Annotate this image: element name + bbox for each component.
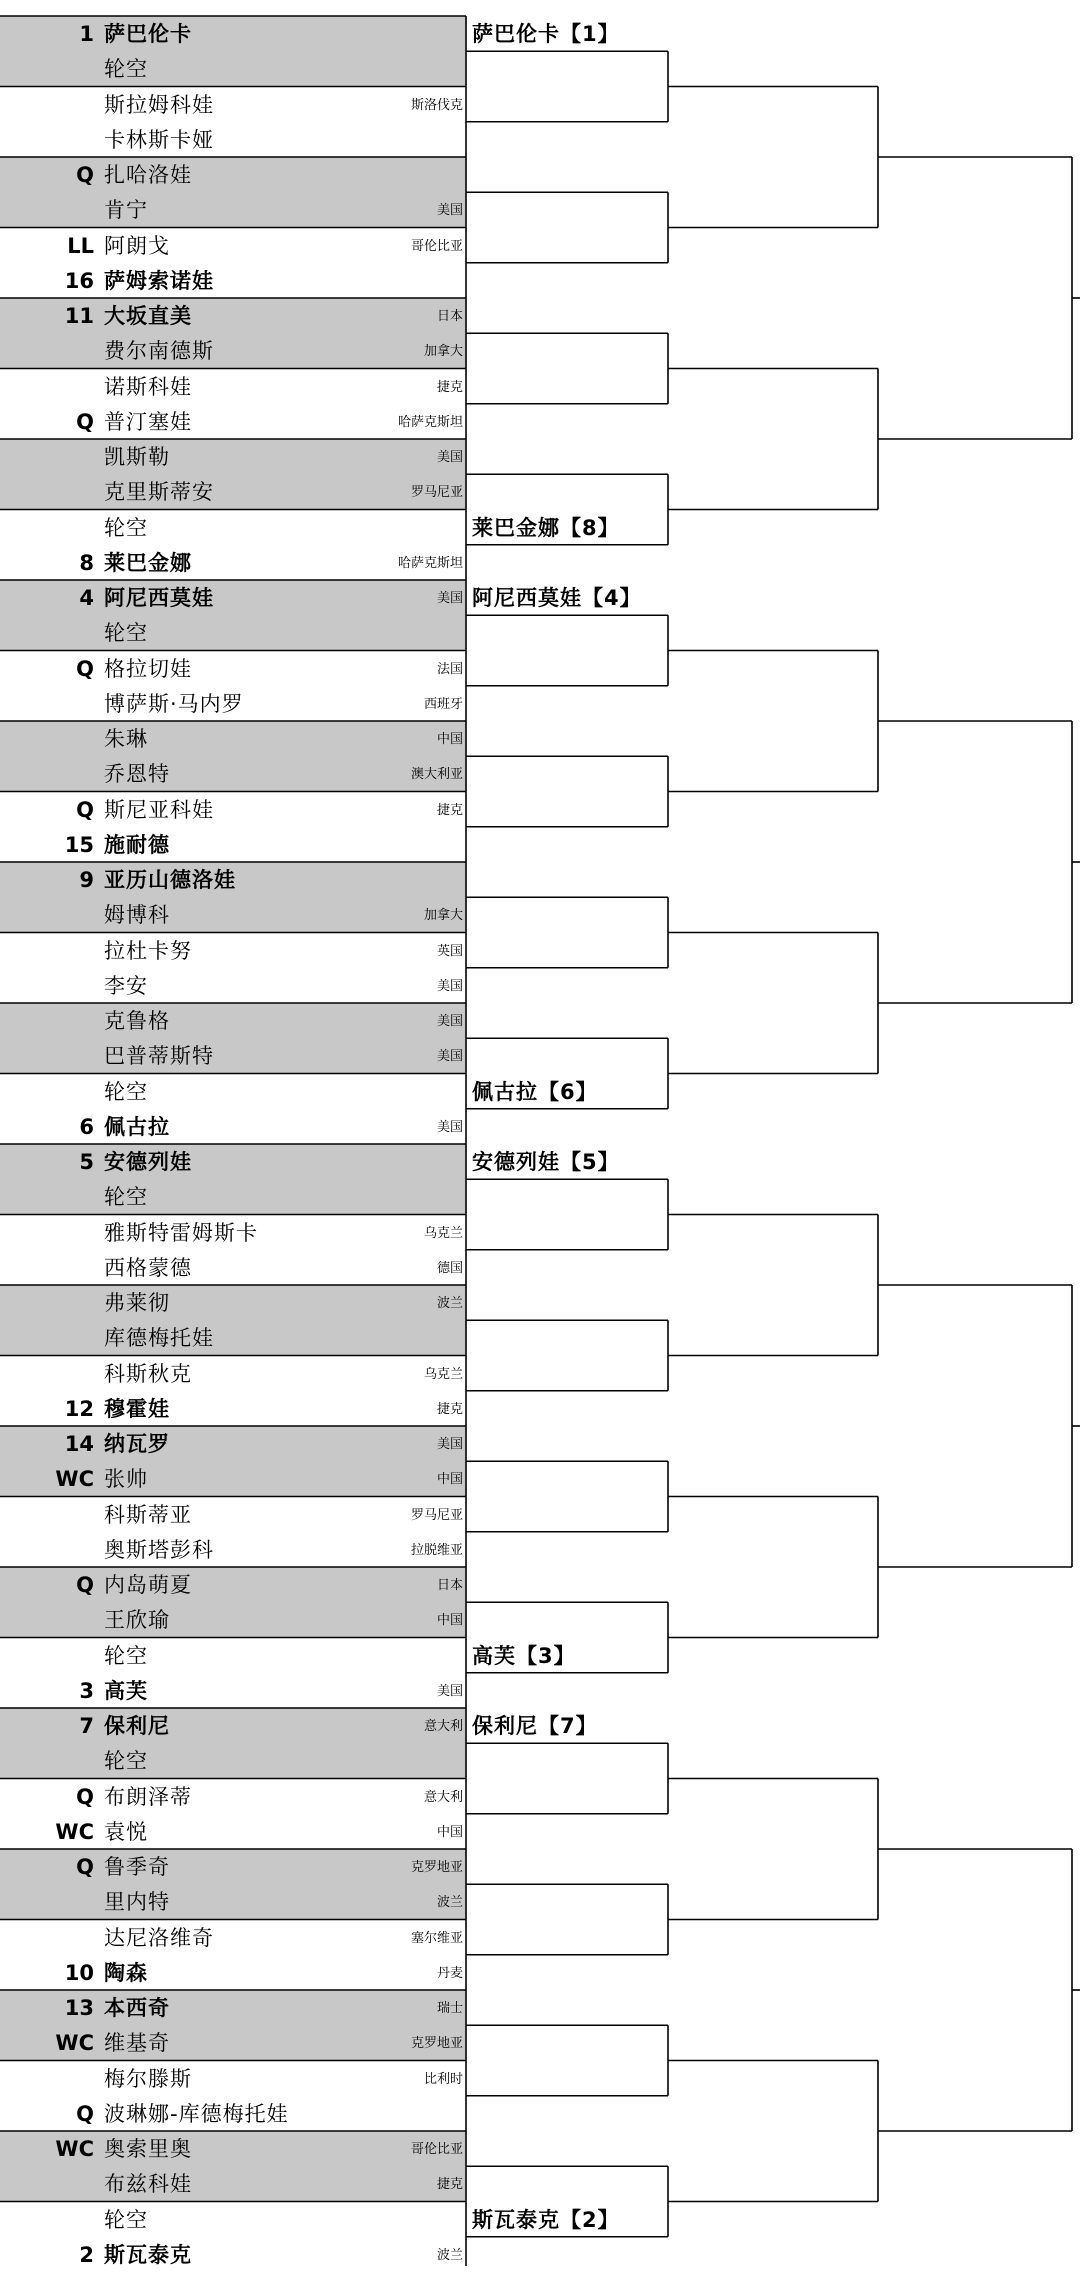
draw-entry (0, 1356, 466, 1391)
entry-player-name: 袁悦 (104, 1819, 148, 1844)
entry-seed: 3 (79, 1678, 94, 1703)
entry-player-name: 轮空 (104, 1079, 148, 1104)
entry-player-name: 布兹科娃 (104, 2172, 192, 2197)
entry-country: 罗马尼亚 (410, 1507, 463, 1523)
entry-seed: Q (76, 1573, 94, 1597)
entry-seed: 5 (79, 1150, 94, 1174)
entry-seed: 14 (64, 1432, 94, 1456)
entry-player-name: 轮空 (104, 621, 148, 646)
entry-country: 日本 (436, 309, 463, 324)
entry-country: 捷克 (436, 802, 463, 818)
entry-player-name: 大坂直美 (104, 304, 192, 328)
entry-country: 捷克 (436, 379, 463, 395)
entry-country: 意大利 (423, 1719, 463, 1734)
entry-country: 罗马尼亚 (410, 485, 463, 501)
entry-player-name: 克里斯蒂安 (104, 480, 214, 505)
entry-player-name: 巴普蒂斯特 (104, 1044, 214, 1069)
draw-entry (0, 1743, 466, 1778)
draw-entry (0, 1602, 466, 1637)
entry-player-name: 内岛萌夏 (104, 1573, 192, 1597)
entry-player-name: 肯宁 (104, 198, 148, 223)
entry-player-name: 博萨斯·马内罗 (104, 691, 244, 716)
entry-country: 比利时 (423, 2071, 463, 2087)
entry-seed: Q (76, 409, 94, 434)
entry-seed: 9 (79, 868, 94, 892)
entry-country: 丹麦 (436, 1965, 463, 1981)
entry-seed: WC (55, 1467, 94, 1492)
entry-country: 哈萨克斯坦 (397, 414, 463, 430)
entry-player-name: 格拉切娃 (104, 656, 192, 681)
entry-player-name: 达尼洛维奇 (104, 1925, 214, 1950)
draw-entry (0, 1990, 466, 2025)
draw-entry (0, 1673, 466, 1708)
entry-player-name: 库德梅托娃 (104, 1326, 214, 1351)
draw-entry (0, 1461, 466, 1496)
draw-entry (0, 756, 466, 791)
draw-entry (0, 792, 466, 827)
entry-country: 斯洛伐克 (410, 97, 463, 113)
entry-seed: LL (67, 233, 94, 258)
draw-entry (0, 1849, 466, 1884)
draw-entry (0, 2237, 466, 2272)
entry-seed: 15 (64, 832, 94, 857)
entry-country: 哈萨克斯坦 (397, 555, 463, 571)
draw-entry (0, 1814, 466, 1849)
draw-entry (0, 1708, 466, 1743)
entry-country: 波兰 (436, 2247, 463, 2263)
entry-seed: 13 (64, 1996, 94, 2020)
draw-entry (0, 1779, 466, 1814)
draw-entry (0, 228, 466, 263)
draw-entry (0, 122, 466, 157)
entry-player-name: 轮空 (104, 515, 148, 540)
draw-entry (0, 1074, 466, 1109)
draw-entry (0, 474, 466, 509)
entry-player-name: 乔恩特 (104, 762, 170, 787)
entry-player-name: 斯瓦泰克 (104, 2242, 192, 2267)
draw-entry (0, 2202, 466, 2237)
entry-player-name: 鲁季奇 (104, 1855, 170, 1879)
draw-entry (0, 1038, 466, 1073)
entry-player-name: 奥索里奥 (104, 2137, 192, 2161)
entry-country: 日本 (436, 1578, 463, 1593)
entry-country: 加拿大 (423, 908, 463, 924)
entry-country: 瑞士 (436, 2001, 463, 2016)
entry-player-name: 本西奇 (104, 1996, 170, 2020)
draw-entry (0, 827, 466, 862)
draw-entry (0, 263, 466, 298)
entry-country: 西班牙 (423, 696, 463, 712)
entry-country: 意大利 (423, 1789, 463, 1805)
entry-player-name: 凯斯勒 (104, 445, 170, 469)
entry-seed: Q (76, 1855, 94, 1879)
entry-player-name: 布朗泽蒂 (104, 1784, 192, 1809)
entry-seed: WC (55, 2031, 94, 2056)
draw-entry (0, 298, 466, 333)
draw-entry (0, 862, 466, 897)
entry-player-name: 西格蒙德 (104, 1255, 192, 1280)
draw-entry (0, 369, 466, 404)
draw-entry (0, 933, 466, 968)
draw-entry (0, 1497, 466, 1532)
round2-winner-label: 萨巴伦卡【1】 (472, 22, 620, 46)
entry-player-name: 普汀塞娃 (104, 409, 192, 434)
entry-country: 哥伦比亚 (410, 2142, 463, 2157)
entry-player-name: 雅斯特雷姆斯卡 (104, 1220, 258, 1245)
entry-player-name: 梅尔滕斯 (104, 2066, 192, 2091)
entry-player-name: 朱琳 (104, 727, 148, 751)
entry-player-name: 卡林斯卡娅 (104, 127, 214, 152)
round2-winner-label: 阿尼西莫娃【4】 (472, 586, 642, 610)
entry-player-name: 轮空 (104, 57, 148, 82)
entry-player-name: 拉杜卡努 (104, 938, 192, 963)
draw-entry (0, 1567, 466, 1602)
round2-winner-label: 保利尼【7】 (472, 1714, 598, 1738)
entry-player-name: 轮空 (104, 1643, 148, 1668)
entry-country: 捷克 (436, 1401, 463, 1417)
entry-seed: Q (76, 2101, 94, 2126)
draw-entry (0, 157, 466, 192)
entry-country: 克罗地亚 (410, 2036, 463, 2052)
draw-entry (0, 545, 466, 580)
entry-country: 美国 (436, 1049, 463, 1065)
draw-entry (0, 510, 466, 545)
entry-player-name: 安德列娃 (104, 1150, 192, 1174)
entry-player-name: 克鲁格 (104, 1009, 170, 1033)
entry-seed: Q (76, 656, 94, 681)
entry-country: 美国 (436, 203, 463, 219)
entry-player-name: 科斯秋克 (104, 1361, 192, 1386)
entry-player-name: 萨巴伦卡 (104, 22, 192, 46)
entry-player-name: 陶森 (104, 1960, 148, 1985)
entry-player-name: 姆博科 (104, 903, 170, 928)
entry-player-name: 施耐德 (104, 832, 170, 857)
draw-entry (0, 1320, 466, 1355)
entry-country: 澳大利亚 (410, 767, 463, 783)
entry-player-name: 奥斯塔彭科 (104, 1537, 214, 1562)
entry-country: 中国 (436, 1613, 463, 1629)
entry-player-name: 王欣瑜 (104, 1608, 170, 1633)
entry-player-name: 轮空 (104, 2207, 148, 2232)
entry-seed: 7 (79, 1714, 94, 1738)
entry-seed: Q (76, 797, 94, 822)
draw-entry (0, 1638, 466, 1673)
entry-country: 克罗地亚 (410, 1860, 463, 1875)
entry-seed: 11 (64, 304, 94, 328)
entry-seed: WC (55, 1819, 94, 1844)
draw-entry (0, 1109, 466, 1144)
draw-entry (0, 333, 466, 368)
draw-entry (0, 16, 466, 51)
entry-player-name: 佩古拉 (104, 1114, 170, 1139)
round2-winner-label: 斯瓦泰克【2】 (472, 2207, 620, 2232)
entry-seed: WC (55, 2137, 94, 2161)
draw-entry (0, 2061, 466, 2096)
entry-player-name: 张帅 (104, 1467, 148, 1492)
entry-country: 哥伦比亚 (410, 238, 463, 254)
draw-entry (0, 580, 466, 615)
draw-entry (0, 651, 466, 686)
entry-country: 塞尔维亚 (410, 1930, 463, 1946)
draw-entry (0, 1391, 466, 1426)
entry-player-name: 斯拉姆科娃 (104, 92, 214, 117)
draw-entry (0, 686, 466, 721)
entry-seed: 1 (79, 22, 94, 46)
draw-entry (0, 404, 466, 439)
draw-entry (0, 897, 466, 932)
entry-seed: 6 (79, 1114, 94, 1139)
entry-player-name: 轮空 (104, 1185, 148, 1210)
entry-country: 加拿大 (423, 344, 463, 360)
entry-player-name: 李安 (104, 973, 148, 998)
draw-entry (0, 1215, 466, 1250)
entry-country: 英国 (436, 943, 463, 959)
entry-player-name: 轮空 (104, 1749, 148, 1774)
entry-country: 中国 (436, 1824, 463, 1840)
entry-country: 波兰 (436, 1296, 463, 1311)
draw-entry (0, 2131, 466, 2166)
entry-player-name: 莱巴金娜 (104, 550, 192, 575)
draw-entry (0, 1285, 466, 1320)
round2-winner-label: 高芙【3】 (472, 1643, 576, 1668)
entry-player-name: 亚历山德洛娃 (104, 868, 236, 892)
entry-seed: Q (76, 1784, 94, 1809)
entry-player-name: 斯尼亚科娃 (104, 797, 214, 822)
entry-country: 美国 (436, 450, 463, 465)
entry-country: 美国 (436, 1437, 463, 1452)
entry-seed: 12 (64, 1396, 94, 1421)
entry-country: 乌克兰 (423, 1366, 463, 1382)
entry-country: 美国 (436, 1014, 463, 1029)
entry-country: 美国 (436, 978, 463, 994)
entry-country: 美国 (436, 1119, 463, 1135)
draw-entry (0, 439, 466, 474)
entry-country: 乌克兰 (423, 1225, 463, 1241)
draw-entry (0, 1426, 466, 1461)
entry-country: 中国 (436, 732, 463, 747)
draw-entry (0, 1144, 466, 1179)
entry-seed: 10 (64, 1960, 94, 1985)
draw-entry (0, 87, 466, 122)
entry-seed: 8 (79, 550, 94, 575)
entry-seed: 16 (64, 268, 94, 293)
entry-country: 中国 (436, 1472, 463, 1488)
entry-country: 拉脱维亚 (410, 1542, 463, 1558)
entry-player-name: 弗莱彻 (104, 1291, 170, 1315)
entry-player-name: 保利尼 (104, 1714, 170, 1738)
draw-entry (0, 1884, 466, 1919)
draw-entry (0, 968, 466, 1003)
entry-seed: Q (76, 163, 94, 187)
draw-entry (0, 1920, 466, 1955)
draw-entry (0, 2025, 466, 2060)
entry-player-name: 维基奇 (104, 2031, 170, 2056)
entry-player-name: 费尔南德斯 (104, 339, 214, 364)
entry-player-name: 里内特 (104, 1890, 170, 1915)
draw-entry (0, 1179, 466, 1214)
draw-entry (0, 615, 466, 650)
entry-country: 波兰 (436, 1895, 463, 1911)
entry-country: 美国 (436, 1683, 463, 1699)
entry-country: 美国 (436, 591, 463, 606)
draw-entry (0, 1532, 466, 1567)
draw-entry (0, 192, 466, 227)
draw-entry (0, 1955, 466, 1990)
draw-entry (0, 1003, 466, 1038)
entry-player-name: 科斯蒂亚 (104, 1502, 192, 1527)
draw-entry (0, 1250, 466, 1285)
entry-country: 德国 (436, 1260, 463, 1276)
round2-winner-label: 莱巴金娜【8】 (472, 515, 620, 540)
entry-country: 捷克 (436, 2177, 463, 2193)
entry-player-name: 波琳娜-库德梅托娃 (104, 2101, 289, 2126)
entry-player-name: 阿朗戈 (104, 233, 170, 258)
draw-entry (0, 2166, 466, 2201)
entry-player-name: 诺斯科娃 (104, 374, 192, 399)
round2-winner-label: 佩古拉【6】 (472, 1079, 598, 1104)
entry-player-name: 穆霍娃 (104, 1396, 170, 1421)
entry-player-name: 萨姆索诺娃 (104, 268, 214, 293)
entry-player-name: 高芙 (104, 1678, 148, 1703)
draw-entry (0, 721, 466, 756)
entry-player-name: 扎哈洛娃 (104, 163, 192, 187)
round2-winner-label: 安德列娃【5】 (472, 1150, 620, 1174)
entry-seed: 4 (79, 586, 94, 610)
entry-seed: 2 (79, 2242, 94, 2267)
draw-entry (0, 51, 466, 86)
draw-entry (0, 2096, 466, 2131)
entry-player-name: 纳瓦罗 (104, 1432, 170, 1456)
entry-player-name: 阿尼西莫娃 (104, 586, 214, 610)
entry-country: 法国 (436, 661, 463, 677)
